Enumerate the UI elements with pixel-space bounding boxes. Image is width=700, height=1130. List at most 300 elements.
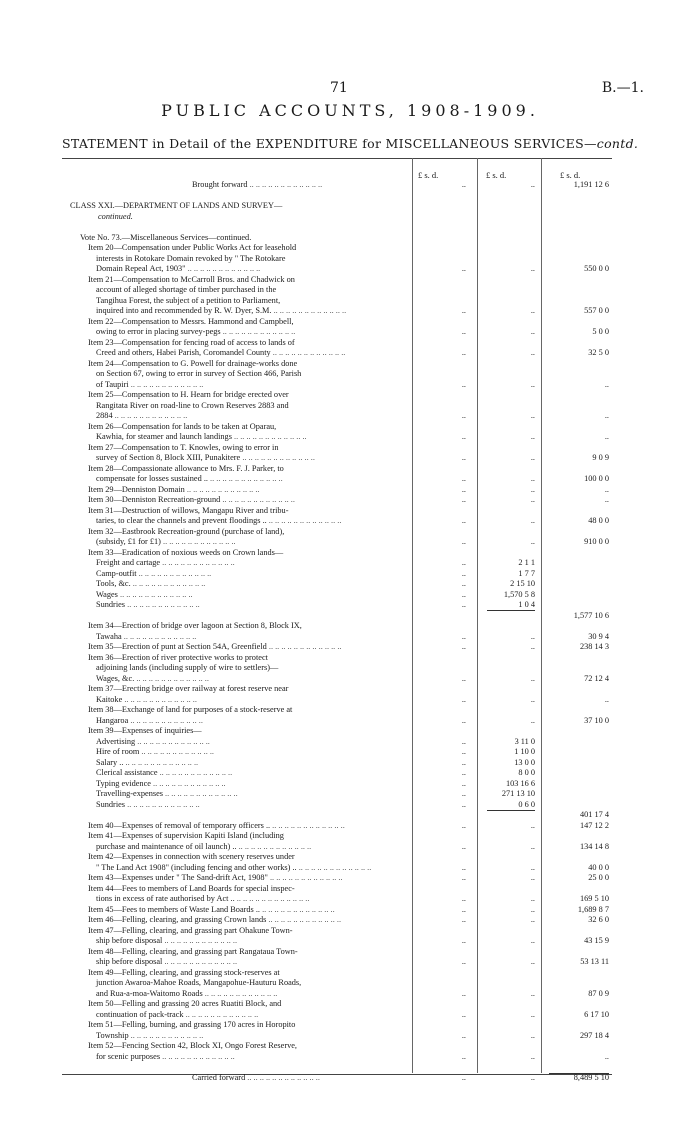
table-row [62,653,612,664]
table-row [62,464,612,475]
row-description: Item 52—Fencing Section 42, Block XI, Ongo Forest Reserve, [88,1041,298,1050]
amount-cell-c1: .. [461,474,466,483]
amount-cell-c1: .. [461,768,466,777]
table-row [62,831,612,842]
table-row [62,747,612,758]
dot-leader: .. .. .. .. .. .. .. .. .. .. .. .. [123,757,199,767]
column-header-3: £ s. d. [560,170,581,180]
amount-cell-c3: 48 0 0 [588,516,609,525]
table-row [62,936,612,947]
table-row [62,642,612,653]
amount-cell-c2: .. [530,820,535,830]
table-row [62,999,612,1010]
amount-cell-c3: 1,689 8 7 [577,904,609,914]
amount-cell-c2: .. [530,694,535,704]
row-description: inquired into and recommended by R. W. Dyer, S.M. .. .. .. .. .. .. .. .. .. .. .. .. [96,306,347,315]
amount-cell-c1: .. [461,747,466,756]
amount-cell-c1: .. [461,306,466,315]
table-row [62,422,612,433]
amount-cell-c1: .. [461,715,466,725]
amount-cell-c3: .. [604,411,609,420]
amount-cell-c3: 30 9 4 [588,631,609,641]
total-rule [549,1073,609,1074]
row-description: Township .. .. .. .. .. .. .. .. .. .. .. .. [96,1030,204,1040]
amount-cell-c3: 32 5 0 [588,348,609,357]
amount-cell-c1: .. [461,484,466,494]
amount-cell-c3: 5 0 0 [592,327,609,336]
table-row [62,852,612,863]
subtitle-main: STATEMENT in Detail of the EXPENDITURE for MISCELLANEOUS SERVICES— [62,136,597,151]
row-description: continuation of pack-track .. .. .. .. .. .. .. .. .. .. .. .. [96,1009,259,1019]
row-description: Item 32—Eastbrook Recreation-ground (purchase of land), [88,526,285,536]
table-row [62,201,612,212]
row-description: Wages .. .. .. .. .. .. .. .. .. .. .. .. [96,589,193,599]
row-description: Item 38—Exchange of land for purposes of a stock-reserve at [88,705,293,714]
amount-cell-c1: .. [461,264,466,273]
row-description: Freight and cartage .. .. .. .. .. .. .. .. .. .. .. .. [96,558,235,567]
amount-cell-c3: 40 0 0 [588,862,609,872]
table-row [62,842,612,853]
column-header-2: £ s. d. [486,170,507,180]
expenditure-table [62,180,612,1083]
row-description: Item 47—Felling, clearing, and grassing part Ohakune Town- [88,925,293,935]
table-row [62,674,612,685]
amount-cell-c2: .. [530,411,535,420]
dot-leader: .. .. .. .. .. .. .. .. .. .. .. .. [270,820,345,830]
row-description: Item 31—Destruction of willows, Mangapu River and tribu- [88,505,289,515]
dot-leader: .. .. .. .. .. .. .. .. .. .. .. .. [160,1051,235,1061]
dot-leader: .. .. .. .. .. .. .. .. .. .. .. .. [157,768,233,777]
row-description: Item 51—Felling, burning, and grassing 170 acres in Horopito [88,1020,296,1029]
amount-cell-c1: .. [461,988,466,998]
amount-cell-c1: .. [461,495,466,504]
table-row [62,191,612,202]
dot-leader: .. .. .. .. .. .. .. .. .. .. .. .. [247,180,323,189]
amount-cell-c2: 103 16 6 [505,778,535,788]
row-description: taries, to clear the channels and prevent floodings .. .. .. .. .. .. .. .. .. .. .. .. .. [96,516,342,525]
dot-leader: .. .. .. .. .. .. .. .. .. .. .. .. [240,453,315,462]
table-row [62,1031,612,1042]
row-description: Item 33—Eradication of noxious weeds on Crown lands— [88,547,284,557]
amount-cell-c1: .. [461,873,466,882]
table-row [62,380,612,391]
amount-cell-c1: .. [461,862,466,872]
dot-leader: .. .. .. .. .. .. .. .. .. .. .. .. [207,474,283,483]
amount-cell-c1: .. [461,894,466,903]
table-row [62,254,612,265]
amount-cell-c1: .. [461,789,466,798]
amount-cell-c1: .. [461,957,466,966]
dot-leader: .. .. .. .. .. .. .. .. .. .. .. .. [134,673,209,683]
amount-cell-c3: .. [604,1051,609,1061]
amount-cell-c2: 1 7 7 [518,568,535,578]
table-row [62,873,612,884]
amount-cell-c3: 169 5 10 [579,894,609,903]
amount-cell-c3: 557 0 0 [584,306,609,315]
table-row [62,968,612,979]
row-description: Salary .. .. .. .. .. .. .. .. .. .. .. .. .. [96,757,199,767]
table-row [62,275,612,286]
amount-cell-c1: .. [461,432,466,441]
amount-cell-c1: .. [461,1009,466,1019]
table-row [62,915,612,926]
amount-cell-c2: 1 10 0 [514,747,535,756]
dot-leader: .. .. .. .. .. .. .. .. .. .. .. .. [202,988,278,998]
table-row [62,863,612,874]
table-row [62,1062,612,1073]
amount-cell-c2: .. [530,474,535,483]
amount-cell-c1: .. [461,379,466,389]
table-row [62,453,612,464]
amount-cell-c2: .. [530,936,535,945]
table-row [62,222,612,233]
amount-cell-c2: .. [530,642,535,651]
table-row [62,516,612,527]
row-description: continued. [98,211,133,221]
amount-cell-c3: 1,191 12 6 [573,180,609,189]
row-description: Item 48—Felling, clearing, and grassing part Rangataua Town- [88,946,298,956]
amount-cell-c1: .. [461,411,466,420]
amount-cell-c2: .. [530,1009,535,1019]
table-row [62,264,612,275]
page-title: PUBLIC ACCOUNTS, 1908-1909. [161,101,539,120]
amount-cell-c3: 550 0 0 [584,264,609,273]
row-description: Carried forward .. .. .. .. .. .. .. .. .. .. .. .. [192,1072,320,1082]
amount-cell-c3: 401 17 4 [579,810,609,819]
dot-leader: .. .. .. .. .. .. .. .. .. .. .. .. [245,1072,320,1082]
dot-leader: .. .. .. .. .. .. .. .. .. .. .. .. [220,495,295,504]
row-description: Item 28—Compassionate allowance to Mrs. F. J. Parker, to [88,463,284,473]
table-row [62,401,612,412]
row-description: Creed and others, Habei Parish, Coromandel County .. .. .. .. .. .. .. .. .. .. .. .. [96,348,346,357]
row-description: Item 23—Compensation for fencing road of access to lands of [88,337,295,347]
table-row [62,548,612,559]
amount-cell-c1: .. [461,579,466,588]
dot-leader: .. .. .. .. .. .. .. .. .. .. .. .. [162,936,238,945]
amount-cell-c3: 37 10 0 [584,715,609,725]
amount-cell-c2: .. [530,1051,535,1061]
amount-cell-c1: .. [461,568,466,578]
row-description: for scenic purposes .. .. .. .. .. .. .. .. .. .. .. .. [96,1051,235,1061]
amount-cell-c3: 87 0 9 [588,988,609,998]
row-description: tions in excess of rate authorised by Act .. .. .. .. .. .. .. .. .. .. .. .. .. [96,894,310,903]
row-description: interests in Rotokare Domain revoked by " The Rotokare [96,253,286,263]
table-row [62,1010,612,1021]
row-description: Item 37—Erecting bridge over railway at forest reserve near [88,684,289,693]
amount-cell-c3: 53 13 11 [580,957,609,966]
table-row [62,233,612,244]
table-row [62,800,612,811]
dot-leader: .. .. .. .. .. .. .. .. .. .. .. .. [185,264,261,273]
amount-cell-c1: .. [461,841,466,851]
amount-cell-c2: 271 13 10 [501,789,535,798]
amount-cell-c1: .. [461,736,466,746]
amount-cell-c1: .. [461,558,466,567]
table-row [62,579,612,590]
amount-cell-c2: 2 1 1 [518,558,535,567]
dot-leader: .. .. .. .. .. .. .. .. .. .. .. .. [160,558,235,567]
amount-cell-c1: .. [461,537,466,546]
amount-cell-c1: .. [461,453,466,462]
amount-cell-c2: .. [530,715,535,725]
amount-cell-c3: 25 0 0 [588,873,609,882]
table-row [62,317,612,328]
table-row [62,527,612,538]
table-row [62,558,612,569]
amount-cell-c2: .. [530,306,535,315]
row-description: Item 25—Compensation to H. Hearn for bridge erected over [88,390,289,399]
amount-cell-c2: .. [530,988,535,998]
row-description: Sundries .. .. .. .. .. .. .. .. .. .. .. .. [96,600,200,609]
row-description: Tangihua Forest, the subject of a petition to Parliament, [96,295,281,305]
dot-leader: .. .. .. .. .. .. .. .. .. .. .. .. [231,432,307,441]
dot-leader: .. .. .. .. .. .. .. .. .. .. .. .. [266,915,342,924]
table-row [62,285,612,296]
table-row [62,306,612,317]
dot-leader: .. .. .. .. .. .. .. .. .. .. .. .. [125,799,200,809]
amount-cell-c3: 297 18 4 [579,1030,609,1040]
table-row [62,390,612,401]
dot-leader: .. .. .. .. .. .. .. .. .. .. .. .. [122,694,197,704]
table-row [62,212,612,223]
amount-cell-c3: .. [604,495,609,504]
page-reference: B.—1. [601,80,644,96]
row-description: Sundries .. .. .. .. .. .. .. .. .. .. .. .. [96,799,200,809]
dot-leader: .. .. .. .. .. .. .. .. .. .. .. .. [266,642,342,651]
table-row [62,1020,612,1031]
amount-cell-c2: .. [530,453,535,462]
table-row [62,474,612,485]
dot-leader: .. .. .. .. .. .. .. .. .. .. .. .. [117,589,193,599]
row-description: (subsidy, £1 for £1) .. .. .. .. .. .. .. .. .. .. .. .. [96,537,236,546]
amount-cell-c1: .. [461,180,466,189]
row-description: Item 36—Erection of river protective works to protect [88,652,268,662]
column-header-1: £ s. d. [418,170,439,180]
table-row [62,432,612,443]
row-description: Item 39—Expenses of inquiries— [88,726,202,735]
amount-cell-c3: 147 12 2 [579,820,609,830]
table-row [62,600,612,611]
table-row [62,621,612,632]
amount-cell-c2: .. [530,348,535,357]
amount-cell-c2: .. [530,915,535,924]
dot-leader: .. .. .. .. .. .. .. .. .. .. .. .. [236,841,312,851]
row-description: Brought forward .. .. .. .. .. .. .. .. .. .. .. .. [192,180,323,189]
row-description: and Rua-a-moa-Waitomo Roads .. .. .. .. .. .. .. .. .. .. .. .. [96,988,278,998]
amount-cell-c1: .. [461,600,466,609]
table-row [62,485,612,496]
statement-subtitle [62,136,638,151]
row-description: Item 26—Compensation for lands to be taken at Oparau, [88,421,277,431]
dot-leader: .. .. .. .. .. .. .. .. .. .. .. .. [160,537,236,546]
table-row [62,1041,612,1052]
row-description: Rangitata River on road-line to Crown Reserves 2883 and [96,400,289,410]
row-description: ship before disposal .. .. .. .. .. .. .. .. .. .. .. .. [96,957,238,966]
row-description: survey of Section 8, Block XIII, Punakitere .. .. .. .. .. .. .. .. .. .. .. .. [96,453,315,462]
row-description: Typing evidence .. .. .. .. .. .. .. .. .. .. .. .. [96,778,226,788]
table-row [62,537,612,548]
row-description: Kawhia, for steamer and launch landings .. .. .. .. .. .. .. .. .. .. .. .. [96,432,307,441]
row-description: Item 44—Fees to members of Land Boards for special inspec- [88,883,295,893]
table-row [62,989,612,1000]
amount-cell-c1: .. [461,589,466,599]
dot-leader: .. .. .. .. .. .. .. .. .. .. .. .. [234,894,310,903]
row-description: Item 40—Expenses of removal of temporary officers .. .. .. .. .. .. .. .. .. .. .. .. .. [88,820,345,830]
table-row [62,506,612,517]
row-description: Item 50—Felling and grassing 20 acres Ruatiti Block, and [88,999,282,1008]
amount-cell-c2: .. [530,673,535,683]
amount-cell-c1: .. [461,820,466,830]
amount-cell-c3: .. [604,484,609,494]
amount-cell-c2: .. [530,631,535,641]
table-row [62,905,612,916]
table-row [62,443,612,454]
amount-cell-c2: .. [530,180,535,189]
dot-leader: .. .. .. .. .. .. .. .. .. .. .. .. [270,348,346,357]
dot-leader: .. .. .. .. .. .. .. .. .. .. .. .. [184,484,260,494]
amount-cell-c3: .. [604,432,609,441]
dot-leader: .. .. .. .. .. .. .. .. .. .. .. .. [183,1009,259,1019]
dot-leader: .. .. .. .. .. .. .. .. .. .. .. .. [125,600,200,609]
amount-cell-c3: 9 0 9 [592,453,609,462]
amount-cell-c2: .. [530,841,535,851]
table-row [62,1073,612,1084]
dot-leader: .. .. .. .. .. .. .. .. .. .. .. .. [128,1030,204,1040]
table-row [62,411,612,422]
row-description: " The Land Act 1908" (including fencing and other works) .. .. .. .. .. .. .. .. .. .. .. .. .. [96,862,372,872]
amount-cell-c2: .. [530,1072,535,1082]
table-row [62,632,612,643]
row-description: Vote No. 73.—Miscellaneous Services—continued. [80,232,252,242]
amount-cell-c1: .. [461,936,466,945]
row-description: CLASS XXI.—DEPARTMENT OF LANDS AND SURVEY— [70,201,283,210]
dot-leader: .. .. .. .. .. .. .. .. .. .. .. .. [267,873,343,882]
dot-leader: .. .. .. .. .. .. .. .. .. .. .. .. [271,306,347,315]
amount-cell-c2: .. [530,484,535,494]
amount-cell-c1: .. [461,327,466,336]
amount-cell-c3: 910 0 0 [584,537,609,546]
amount-cell-c2: 1,570 5 8 [503,589,535,599]
dot-leader: .. .. .. .. .. .. .. .. .. .. .. .. [296,862,372,872]
table-row [62,663,612,674]
table-row [62,495,612,506]
row-description: Tools, &c. .. .. .. .. .. .. .. .. .. .. .. .. [96,579,206,588]
row-description: Hangaroa .. .. .. .. .. .. .. .. .. .. .. .. [96,715,203,725]
amount-cell-c2: .. [530,957,535,966]
row-description: Item 41—Expenses of supervision Kapiti Island (including [88,831,284,840]
amount-cell-c2: .. [530,904,535,914]
table-row [62,726,612,737]
table-row [62,957,612,968]
dot-leader: .. .. .. .. .. .. .. .. .. .. .. .. [130,579,206,588]
row-description: account of alleged shortage of timber purchased in the [96,285,277,294]
amount-cell-c1: .. [461,348,466,357]
amount-cell-c1: .. [461,673,466,683]
amount-cell-c1: .. [461,904,466,914]
row-description: purchase and maintenance of oil launch) .. .. .. .. .. .. .. .. .. .. .. .. .. [96,841,312,851]
table-row [62,926,612,937]
amount-cell-c2: .. [530,1030,535,1040]
amount-cell-c3: 238 14 3 [579,642,609,651]
table-row [62,705,612,716]
amount-cell-c2: .. [530,327,535,336]
amount-cell-c2: .. [530,379,535,389]
page-number: 71 [330,80,348,96]
amount-cell-c1: .. [461,778,466,788]
row-description: Item 43—Expenses under " The Sand-drift Act, 1908" .. .. .. .. .. .. .. .. .. .. .. .. [88,873,343,882]
row-description: Tawaha .. .. .. .. .. .. .. .. .. .. .. .. [96,631,197,641]
amount-cell-c2: .. [530,264,535,273]
table-row [62,180,612,191]
amount-cell-c2: .. [530,873,535,882]
table-row [62,716,612,727]
row-description: Item 49—Felling, clearing, and grassing stock-reserves at [88,967,280,977]
row-description: compensate for losses sustained .. .. .. .. .. .. .. .. .. .. .. .. .. [96,474,283,483]
amount-cell-c3: 100 0 0 [584,474,609,483]
row-description: Item 35—Erection of punt at Section 54A, Greenfield .. .. .. .. .. .. .. .. .. .. .. .. [88,642,342,651]
dot-leader: .. .. .. .. .. .. .. .. .. .. .. .. [136,568,212,578]
amount-cell-c3: 32 6 0 [588,915,609,924]
amount-cell-c1: .. [461,757,466,767]
table-row [62,338,612,349]
amount-cell-c2: 1 0 4 [518,600,535,609]
dot-leader: .. .. .. .. .. .. .. .. .. .. .. .. [150,778,226,788]
row-description: Hire of room .. .. .. .. .. .. .. .. .. .. .. .. [96,747,214,756]
table-row [62,359,612,370]
amount-cell-c1: .. [461,1072,466,1082]
amount-cell-c1: .. [461,694,466,704]
row-description: 2884 .. .. .. .. .. .. .. .. .. .. .. .. [96,411,188,420]
amount-cell-c3: 43 15 9 [584,936,609,945]
table-row [62,590,612,601]
amount-cell-c2: 0 6 0 [518,799,535,809]
row-description: ship before disposal .. .. .. .. .. .. .. .. .. .. .. .. [96,936,238,945]
row-description: Clerical assistance .. .. .. .. .. .. .. .. .. .. .. .. [96,768,233,777]
amount-cell-c3: 6 17 10 [584,1009,609,1019]
row-description: junction Awaroa-Mahoe Roads, Mangapohue-Hauturu Roads, [96,978,302,987]
dot-leader: .. .. .. .. .. .. .. .. .. .. .. .. [128,379,204,389]
row-description: of Taupiri .. .. .. .. .. .. .. .. .. .. .. .. [96,379,204,389]
amount-cell-c3: .. [604,694,609,704]
table-row [62,779,612,790]
amount-cell-c2: .. [530,537,535,546]
table-row [62,789,612,800]
table-row [62,810,612,821]
subtitle-contd: contd. [596,136,639,151]
dot-leader: .. .. .. .. .. .. .. .. .. .. .. .. [266,516,342,525]
amount-cell-c2: 13 0 0 [514,757,535,767]
table-row [62,884,612,895]
row-description: Item 29—Denniston Domain .. .. .. .. .. .. .. .. .. .. .. .. [88,484,260,494]
row-description: Item 21—Compensation to McCarroll Bros. and Chadwick on [88,274,295,284]
dot-leader: .. .. .. .. .. .. .. .. .. .. .. .. [112,411,188,420]
table-row [62,894,612,905]
amount-cell-c3: 134 14 8 [579,841,609,851]
amount-cell-c2: 8 0 0 [518,768,535,777]
dot-leader: .. .. .. .. .. .. .. .. .. .. .. .. [128,715,203,725]
row-description: Item 34—Erection of bridge over lagoon at Section 8, Block IX, [88,621,302,630]
row-description: Camp-outfit .. .. .. .. .. .. .. .. .. .. .. .. [96,568,212,578]
table-row [62,243,612,254]
table-row [62,296,612,307]
row-description: Wages, &c. .. .. .. .. .. .. .. .. .. .. .. .. [96,673,209,683]
dot-leader: .. .. .. .. .. .. .. .. .. .. .. .. [135,736,210,746]
amount-cell-c2: 2 15 10 [510,579,535,588]
amount-cell-c1: .. [461,516,466,525]
row-description: Item 22—Compensation to Messrs. Hammond and Campbell, [88,316,294,326]
amount-cell-c3: 1,577 10 6 [573,610,609,620]
row-description: Item 20—Compensation under Public Works Act for leasehold [88,243,297,252]
